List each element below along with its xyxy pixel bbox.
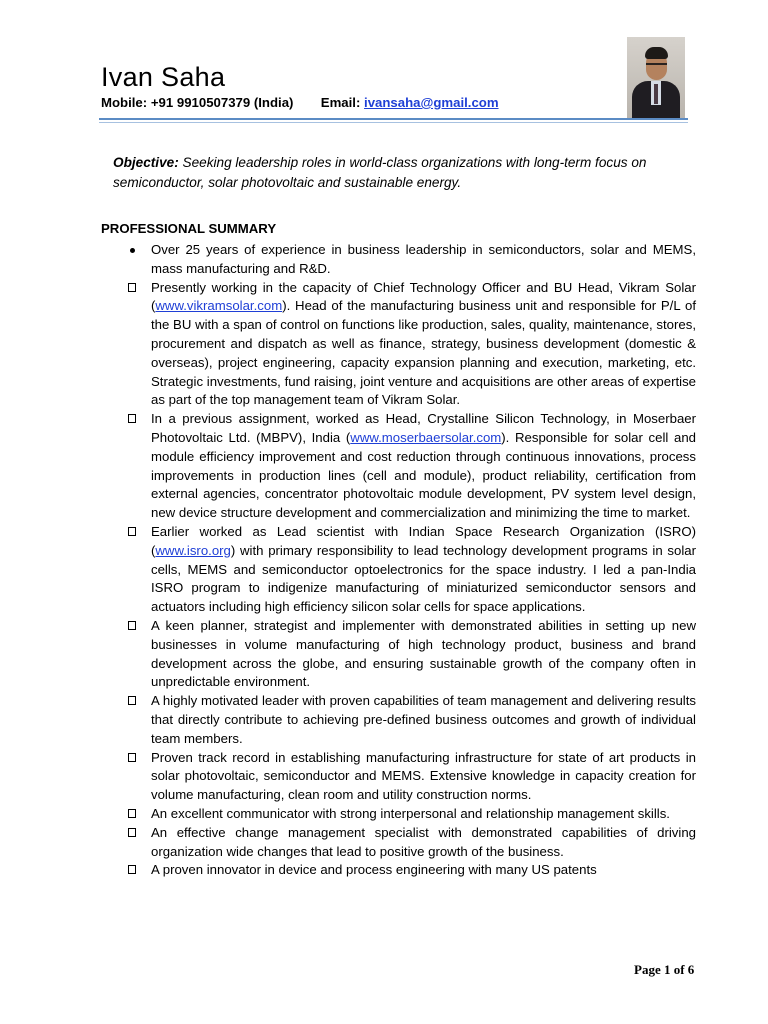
isro-link[interactable]: www.isro.org bbox=[155, 542, 231, 558]
summary-item-text: A highly motivated leader with proven capabilities of team management and delivering results that directly contribute to achieving pre-defined business outcomes and growth of individual team members. bbox=[151, 693, 696, 746]
summary-item bbox=[101, 523, 696, 617]
summary-item bbox=[101, 749, 696, 805]
email-link[interactable]: ivansaha@gmail.com bbox=[364, 95, 499, 110]
moserbaersolar-link[interactable]: www.moserbaersolar.com bbox=[350, 429, 502, 445]
candidate-name: Ivan Saha bbox=[101, 62, 226, 92]
box-bullet-icon bbox=[128, 283, 136, 292]
summary-item-text-before: Earlier worked as Lead scientist with Indian Space Research Organization (ISRO) ( bbox=[151, 523, 696, 558]
summary-item-text: Over 25 years of experience in business leadership in semiconductors, solar and MEMS, mass manufacturing and R&D. bbox=[151, 242, 696, 276]
summary-item-text: A proven innovator in device and process engineering with many US patents bbox=[151, 862, 597, 878]
summary-item-text bbox=[151, 279, 696, 411]
summary-item-text-after: ). Responsible for solar cell and module efficiency improvement and cost reduction through continuous innovations, process improvements in production lines (cell and module), product reliability, certification from external agencies, concentrator photovoltaic module development, PV system level design, new device structure development and commercialization and minimizing the time to market. bbox=[151, 429, 696, 521]
page-number: Page 1 of 6 bbox=[634, 962, 695, 977]
section-title-professional-summary: PROFESSIONAL SUMMARY bbox=[101, 221, 277, 236]
email-label: Email: bbox=[320, 95, 361, 110]
summary-item-text bbox=[151, 523, 696, 617]
summary-item-text: An excellent communicator with strong interpersonal and relationship management skills. bbox=[151, 805, 670, 821]
summary-item-text-after: ) with primary responsibility to lead technology development programs in solar cells, MEMS and semiconductor optoelectronics for the space industry. I led a pan-India ISRO program to indigenize manufacturing of miniaturized semiconductor sensors and actuators including high efficiency silicon solar cells for space applications. bbox=[151, 542, 696, 615]
box-bullet-icon bbox=[128, 621, 136, 630]
header-divider bbox=[99, 118, 688, 120]
objective-text: Seeking leadership roles in world-class organizations with long-term focus on semiconductor, solar photovoltaic and sustainable energy. bbox=[113, 155, 647, 190]
summary-item bbox=[101, 241, 696, 279]
box-bullet-icon bbox=[128, 527, 136, 536]
bullet-icon bbox=[130, 248, 135, 253]
summary-item-text-before: Presently working in the capacity of Chief Technology Officer and BU Head, Vikram Solar ( bbox=[151, 279, 696, 314]
summary-item-text: A keen planner, strategist and implementer with demonstrated abilities in setting up new businesses in volume manufacturing of high technology product, business and brand development across the globe, and ensuring sustainable growth of the company often in unpredictable environment. bbox=[151, 617, 696, 690]
mobile-number: +91 9910507379 (India) bbox=[150, 95, 294, 110]
summary-item bbox=[101, 861, 696, 880]
objective-paragraph bbox=[113, 153, 693, 193]
summary-item bbox=[101, 692, 696, 748]
summary-item-text-before: In a previous assignment, worked as Head, Crystalline Silicon Technology, in Moserbaer Photovoltaic Ltd. (MBPV), India ( bbox=[151, 411, 696, 445]
box-bullet-icon bbox=[128, 809, 136, 818]
summary-item bbox=[101, 805, 696, 824]
box-bullet-icon bbox=[128, 753, 136, 762]
mobile-label: Mobile: bbox=[101, 95, 148, 110]
summary-item bbox=[101, 617, 696, 692]
summary-item bbox=[101, 279, 696, 411]
summary-item bbox=[101, 410, 696, 523]
box-bullet-icon bbox=[128, 414, 136, 423]
contact-line bbox=[101, 95, 499, 110]
profile-photo bbox=[627, 37, 685, 118]
summary-item-text: An effective change management specialist with demonstrated capabilities of driving organization wide changes that lead to positive growth of the business. bbox=[151, 824, 696, 859]
summary-item bbox=[101, 824, 696, 862]
summary-item-text: Proven track record in establishing manufacturing infrastructure for state of art products in solar photovoltaic, semiconductor and MEMS. Extensive knowledge in capacity creation for volume manufacturing, clean room and utility construction norms. bbox=[151, 749, 696, 803]
vikramsolar-link[interactable]: www.vikramsolar.com bbox=[155, 298, 283, 314]
summary-item-text bbox=[151, 410, 696, 523]
box-bullet-icon bbox=[128, 865, 136, 874]
summary-item-text-after: ). Head of the manufacturing business unit and responsible for P/L of the BU with a span of control on functions like production, sales, quality, maintenance, stores, procurement and dispatch as well as finance, strategy, business development (domestic & overseas), project engineering, capacity expansion planning and execution, marketing, etc. Strategic investments, fund raising, joint venture and acquisitions are other areas of expertise as part of the top management team of Vikram Solar. bbox=[151, 298, 696, 408]
box-bullet-icon bbox=[128, 828, 136, 837]
professional-summary-list bbox=[101, 241, 696, 880]
objective-label: Objective: bbox=[113, 155, 179, 170]
box-bullet-icon bbox=[128, 696, 136, 705]
header-divider-thin bbox=[99, 122, 688, 123]
